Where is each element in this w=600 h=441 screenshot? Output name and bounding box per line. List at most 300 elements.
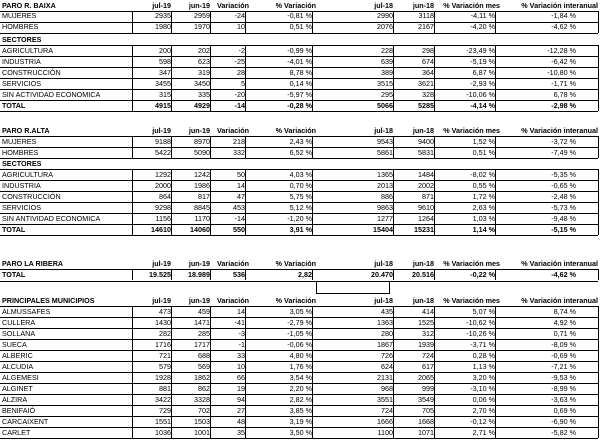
cell-value: 639 [381,57,393,66]
cell-value: -1 [238,340,245,349]
cell-value: 1668 [418,417,434,426]
col-header-jun18: jun-18 [412,259,434,268]
cell-value: -1,05 % [287,329,312,338]
cell-value: 3,85 % [289,406,312,415]
cell-value: 1551 [155,417,171,426]
grid-line [210,169,211,235]
grid-line [312,45,313,111]
col-header-jun19: jun-19 [188,259,210,268]
cell-value: 14 [237,307,245,316]
cell-value: 2,20 % [289,384,312,393]
cell-value: 3,54 % [289,373,312,382]
cell-value: 1928 [155,373,171,382]
table-row [0,351,598,361]
cell-value: -24 [234,11,245,20]
col-header-varpct: % Variación [275,1,316,10]
cell-value: 5090 [194,148,210,157]
row-label: AGRICULTURA [2,170,53,179]
grid-line [312,11,313,33]
cell-value: 9188 [155,137,171,146]
cell-value: 5066 [377,101,393,110]
cell-value: 4915 [155,101,171,110]
table-row [0,79,598,89]
row-label: CARCAIXENT [2,417,49,426]
table-row [0,181,598,191]
cell-value: 726 [381,351,393,360]
cell-value: 33 [237,351,245,360]
cell-value: 4,80 % [289,351,312,360]
table-row [0,428,598,438]
cell-value: 5422 [155,148,171,157]
cell-value: 5,12 % [289,203,312,212]
grid-line [132,269,133,280]
cell-value: 5 [241,79,245,88]
sectores-label-row [0,159,598,169]
cell-value: -4,62 % [551,270,576,279]
cell-value: 3549 [418,395,434,404]
cell-value: 4,03 % [289,170,312,179]
cell-value: 9610 [418,203,434,212]
grid-line [245,269,246,280]
col-header-varmes: % Variación mes [443,259,500,268]
table-row [0,384,598,394]
cell-value: 536 [233,270,245,279]
cell-value: -3,63 % [551,395,576,404]
cell-value: 579 [159,362,171,371]
cell-value: -5,82 % [551,428,576,437]
col-header-jun18: jun-18 [412,126,434,135]
cell-value: 1,13 % [472,362,495,371]
row-label: CONSTRUCCIÓN [2,68,61,77]
cell-value: -5,35 % [551,170,576,179]
total-row [0,101,598,111]
cell-value: 35 [237,428,245,437]
grid-line [393,269,394,280]
cell-value: 1970 [194,22,210,31]
grid-line [132,306,133,438]
cell-value: 1,72 % [472,192,495,201]
table-row [0,417,598,427]
row-label: AGRICULTURA [2,46,53,55]
row-label: TOTAL [2,225,26,234]
grid-line [434,269,435,280]
cell-value: 3455 [155,79,171,88]
cell-value: 319 [198,68,210,77]
cell-value: 280 [381,329,393,338]
grid-line [598,306,599,438]
table-row [0,170,598,180]
cell-value: 3422 [155,395,171,404]
cell-value: 1363 [377,318,393,327]
table-row [0,148,598,158]
cell-value: 1,76 % [289,362,312,371]
cell-value: 10 [237,22,245,31]
cell-value: 1071 [418,428,434,437]
cell-value: 0,06 % [472,395,495,404]
cell-value: 2935 [155,11,171,20]
row-label: SIN ANTIVIDAD ECONOMICA [2,214,101,223]
cell-value: 19.525 [149,270,171,279]
cell-value: -0,22 % [470,270,495,279]
cell-value: 2002 [418,181,434,190]
baixa-header-row [0,1,598,11]
cell-value: -4,14 % [470,101,495,110]
grid-line [210,11,211,33]
cell-value: 3,50 % [289,428,312,437]
grid-line [495,269,496,280]
cell-value: 5,75 % [289,192,312,201]
cell-value: 569 [198,362,210,371]
cell-value: 1867 [377,340,393,349]
cell-value: 282 [159,329,171,338]
cell-value: 5,07 % [472,307,495,316]
grid-line [434,306,435,438]
col-header-jul19: jul-19 [152,1,171,10]
cell-value: -3,71 % [470,340,495,349]
grid-line [245,306,246,438]
col-header-jul18: jul-18 [374,296,393,305]
cell-value: -5,19 % [470,57,495,66]
cell-value: 20.470 [371,270,393,279]
cell-value: -0,81 % [287,11,312,20]
grid-line [210,136,211,158]
cell-value: 1503 [194,417,210,426]
grid-line [171,269,172,280]
cell-value: 1,52 % [472,137,495,146]
grid-line [245,169,246,235]
cell-value: 1939 [418,340,434,349]
table-row [0,11,598,21]
grid-line [598,45,599,111]
cell-value: 3,91 % [289,225,312,234]
cell-value: 0,71 % [553,329,576,338]
row-label: CARLET [2,428,31,437]
grid-line [393,169,394,235]
row-label: SOLLANA [2,329,36,338]
cell-value: 364 [422,68,434,77]
cell-value: 1036 [155,428,171,437]
cell-value: 817 [198,192,210,201]
grid-line [0,281,598,282]
row-label: INDUSTRIA [2,57,41,66]
grid-line [393,136,394,158]
row-label: SERVICIOS [2,203,42,212]
row-label: ALCUDIA [2,362,34,371]
cell-value: 864 [159,192,171,201]
cell-value: 1862 [194,373,210,382]
grid-line [210,306,211,438]
table-row [0,137,598,147]
grid-line [393,45,394,111]
cell-value: 50 [237,170,245,179]
section-title-ribera: PARO LA RIBERA [2,259,64,268]
cell-value: -5,97 % [287,90,312,99]
cell-value: -6,90 % [551,417,576,426]
alta-header-row [0,126,598,136]
col-header-varmes: % Variación mes [443,1,500,10]
cell-value: 1980 [155,22,171,31]
col-header-jun19: jun-19 [188,1,210,10]
cell-value: 10 [237,362,245,371]
cell-value: 298 [422,46,434,55]
cell-value: -9,48 % [551,214,576,223]
cell-value: 27 [237,406,245,415]
col-header-jul18: jul-18 [374,259,393,268]
cell-value: 688 [198,351,210,360]
cell-value: -6,42 % [551,57,576,66]
cell-value: 0,51 % [472,148,495,157]
table-row [0,340,598,350]
cell-value: 1484 [418,170,434,179]
cell-value: 968 [381,384,393,393]
cell-value: -8,99 % [551,384,576,393]
cell-value: 202 [198,46,210,55]
cell-value: 1292 [155,170,171,179]
grid-line [0,33,598,34]
cell-value: 8845 [194,203,210,212]
cell-value: 724 [422,351,434,360]
cell-value: 2,71 % [472,428,495,437]
cell-value: 623 [198,57,210,66]
grid-line [495,45,496,111]
cell-value: 459 [198,307,210,316]
cell-value: -9,53 % [551,373,576,382]
grid-line [0,111,598,112]
col-header-varpct: % Variación [275,259,316,268]
cell-value: 3621 [418,79,434,88]
cell-value: -7,21 % [551,362,576,371]
row-label: BENIFAIÓ [2,406,36,415]
cell-value: 315 [159,90,171,99]
cell-value: 1264 [418,214,434,223]
grid-line [210,45,211,111]
cell-value: 3,19 % [289,417,312,426]
cell-value: 886 [381,192,393,201]
cell-value: 1242 [194,170,210,179]
cell-value: 5285 [418,101,434,110]
cell-value: 0,28 % [472,351,495,360]
sectores-label: SECTORES [2,159,42,168]
cell-value: -1,84 % [551,11,576,20]
sectores-label-row [0,35,598,45]
table-row [0,68,598,78]
cell-value: -4,01 % [287,57,312,66]
grid-line [393,306,394,438]
col-header-jun18: jun-18 [412,296,434,305]
cell-value: 1001 [194,428,210,437]
row-label: MUJERES [2,11,37,20]
cell-value: 312 [422,329,434,338]
cell-value: 335 [198,90,210,99]
cell-value: 3118 [418,11,434,20]
table-row [0,214,598,224]
cell-value: 871 [422,192,434,201]
grid-line [312,136,313,158]
cell-value: -4,62 % [551,22,576,31]
grid-line [245,11,246,33]
cell-value: -10,06 % [466,90,495,99]
cell-value: 624 [381,362,393,371]
cell-value: 702 [198,406,210,415]
grid-line [495,169,496,235]
cell-value: 435 [381,307,393,316]
grid-line [171,45,172,111]
section-title-alta: PARO R.ALTA [2,126,50,135]
cell-value: 674 [422,57,434,66]
cell-value: -0,12 % [470,417,495,426]
cell-value: -14 [234,101,245,110]
cell-value: -2,48 % [551,192,576,201]
grid-line [0,235,598,236]
cell-value: -0,99 % [287,46,312,55]
cell-value: 2,63 % [472,203,495,212]
cell-value: -8,02 % [470,170,495,179]
cell-value: 3,05 % [289,307,312,316]
cell-value: 15231 [414,225,434,234]
table-row [0,318,598,328]
col-header-jul19: jul-19 [152,259,171,268]
total-row [0,270,598,280]
table-row [0,46,598,56]
cell-value: 6,78 % [553,90,576,99]
col-header-jun19: jun-19 [188,296,210,305]
grid-line [245,136,246,158]
cell-value: 4929 [194,101,210,110]
grid-line [598,11,599,33]
cell-value: 1666 [377,417,393,426]
row-label: MUJERES [2,137,37,146]
cell-value: 1717 [194,340,210,349]
cell-value: 9400 [418,137,434,146]
table-row [0,329,598,339]
col-header-jun18: jun-18 [412,1,434,10]
cell-value: 550 [233,225,245,234]
ribera-header-row [0,259,598,269]
table-row [0,373,598,383]
cell-value: 5861 [377,148,393,157]
col-header-varinter: % Variación interanual [521,126,598,135]
cell-value: 1100 [377,428,393,437]
cell-value: 94 [237,395,245,404]
cell-value: -0,65 % [551,181,576,190]
cell-value: -5,73 % [551,203,576,212]
grid-line [434,136,435,158]
cell-value: 295 [381,90,393,99]
cell-value: 2000 [155,181,171,190]
col-header-var: Variación [217,1,249,10]
cell-value: 0,69 % [553,406,576,415]
cell-value: 5831 [418,148,434,157]
cell-value: -3 [238,329,245,338]
grid-line [598,136,599,158]
cell-value: 2167 [418,22,434,31]
cell-value: 0,55 % [472,181,495,190]
cell-value: 2,43 % [289,137,312,146]
cell-value: -10,26 % [466,329,495,338]
col-header-jul19: jul-19 [152,126,171,135]
col-header-varmes: % Variación mes [443,296,500,305]
cell-value: 66 [237,373,245,382]
col-header-jul19: jul-19 [152,296,171,305]
cell-value: 218 [233,137,245,146]
cell-value: 881 [159,384,171,393]
cell-value: -3,72 % [551,137,576,146]
cell-value: 2959 [194,11,210,20]
cell-value: 228 [381,46,393,55]
grid-line [495,136,496,158]
cell-value: 2065 [418,373,434,382]
row-label: TOTAL [2,101,26,110]
grid-line [210,269,211,280]
grid-line [434,169,435,235]
cell-value: 598 [159,57,171,66]
cell-value: 15404 [373,225,393,234]
grid-line [598,169,599,235]
cell-value: -23,49 % [466,46,495,55]
cell-value: 724 [381,406,393,415]
cell-value: 3,20 % [472,373,495,382]
cell-value: -2,93 % [470,79,495,88]
cell-value: -1,71 % [551,79,576,88]
table-row [0,22,598,32]
cell-value: 48 [237,417,245,426]
cell-value: 389 [381,68,393,77]
cell-value: 1,03 % [472,214,495,223]
grid-line [132,169,133,235]
row-label: ALGINET [2,384,33,393]
cell-value: 285 [198,329,210,338]
cell-value: -2,79 % [287,318,312,327]
cell-value: -1,20 % [287,214,312,223]
cell-value: 862 [198,384,210,393]
cell-value: 347 [159,68,171,77]
cell-value: -2,98 % [551,101,576,110]
cell-value: 1,14 % [472,225,495,234]
cell-value: -3,10 % [470,384,495,393]
cell-value: 1471 [194,318,210,327]
col-header-var: Variación [217,296,249,305]
section-title-baixa: PARO R. BAIXA [2,1,56,10]
cell-value: 729 [159,406,171,415]
cell-value: 4,92 % [553,318,576,327]
col-header-var: Variación [217,259,249,268]
cell-value: 14 [237,181,245,190]
row-label: ALGEMESI [2,373,39,382]
cell-value: 6,52 % [289,148,312,157]
sectores-label: SECTORES [2,35,42,44]
col-header-jul18: jul-18 [374,1,393,10]
table-row [0,192,598,202]
grid-line [132,11,133,33]
grid-line [495,11,496,33]
cell-value: 1365 [377,170,393,179]
cell-value: 1277 [377,214,393,223]
col-header-varinter: % Variación interanual [521,259,598,268]
grid-line [132,136,133,158]
cell-value: -0,69 % [551,351,576,360]
cell-value: 9543 [377,137,393,146]
grid-line [495,306,496,438]
cell-value: 2076 [377,22,393,31]
total-row [0,225,598,235]
cell-value: 14060 [190,225,210,234]
table-row [0,395,598,405]
cell-value: 2990 [377,11,393,20]
cell-value: 3515 [377,79,393,88]
municipios-header-row [0,296,598,306]
cell-value: 1716 [155,340,171,349]
grid-line [245,45,246,111]
